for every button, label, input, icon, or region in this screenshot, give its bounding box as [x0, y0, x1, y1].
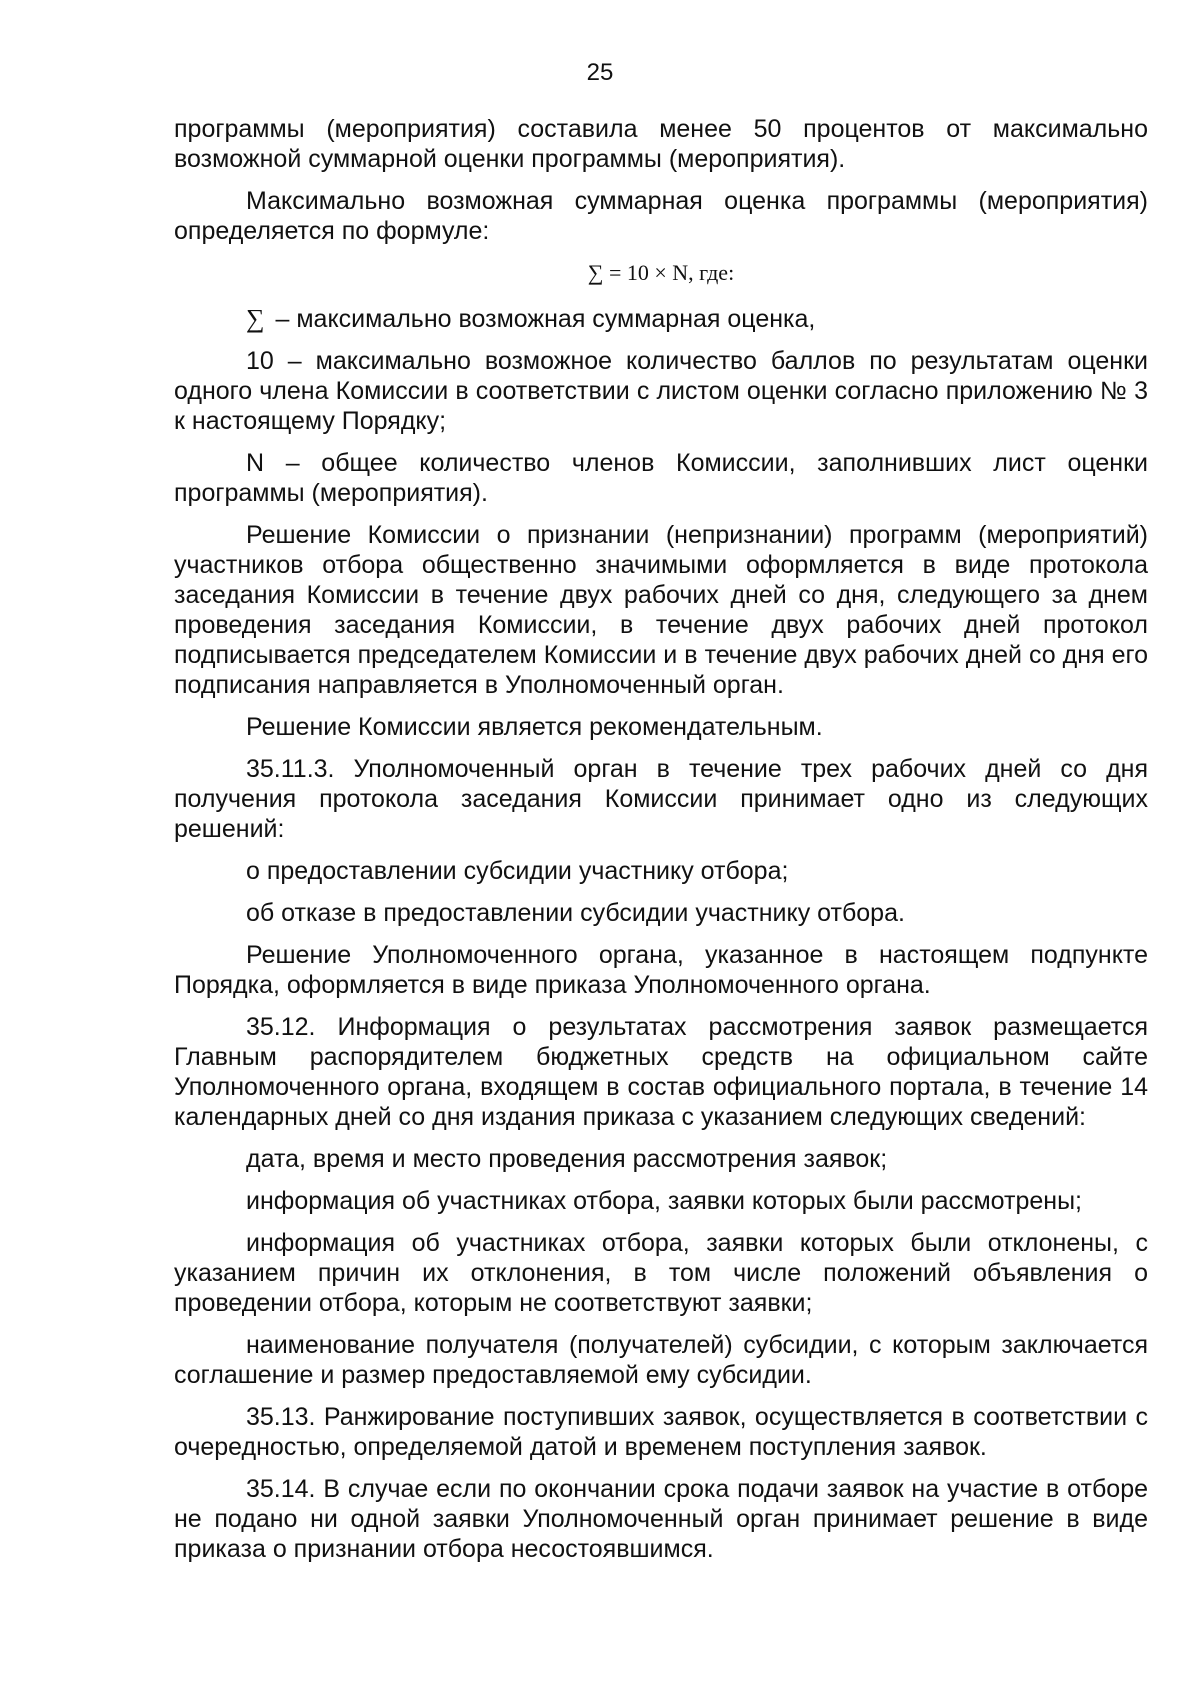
paragraph-1: программы (мероприятия) составила менее 50 процентов от максимально возможной суммарной оценки программы (мероприятия). [174, 115, 1148, 173]
paragraph-13: дата, время и место проведения рассмотрения заявок; [246, 1145, 888, 1173]
paragraph-15: информация об участниках отбора, заявки которых были отклонены, с указанием причин их отклонения, в том числе положений объявления о проведении отбора, которым не соответствуют заявки; [174, 1229, 1148, 1317]
sigma-symbol: ∑ [246, 304, 265, 333]
paragraph-17: 35.13. Ранжирование поступивших заявок, осуществляется в соответствии с очередностью, определяемой датой и временем поступления заявок. [174, 1403, 1148, 1461]
paragraph-14: информация об участниках отбора, заявки которых были рассмотрены; [246, 1187, 1082, 1215]
paragraph-16: наименование получателя (получателей) субсидии, с которым заключается соглашение и размер предоставляемой ему субсидии. [174, 1331, 1148, 1389]
paragraph-18: 35.14. В случае если по окончании срока подачи заявок на участие в отборе не подано ни одной заявки Уполномоченный орган принимает решение в виде приказа о признании отбора несостоявшимся. [174, 1475, 1148, 1563]
sigma-definition-text: – максимально возможная суммарная оценка, [275, 305, 816, 333]
paragraph-8: 35.11.3. Уполномоченный орган в течение трех рабочих дней со дня получения протокола заседания Комиссии принимает одно из следующих решений: [174, 755, 1148, 843]
document-body [174, 114, 1148, 1576]
paragraph-6: Решение Комиссии о признании (непризнании) программ (мероприятий) участников отбора общественно значимыми оформляется в виде протокола заседания Комиссии в течение двух рабочих дней со дня, следующего за днем проведения заседания Комиссии, в течение двух рабочих дней протокол подписывается председателем Комиссии и в течение двух рабочих дней со дня его подписания направляется в Уполномоченный орган. [174, 521, 1148, 699]
paragraph-sigma-definition [174, 304, 1148, 334]
paragraph-2: Максимально возможная суммарная оценка программы (мероприятия) определяется по формуле: [174, 187, 1148, 245]
paragraph-5: N – общее количество членов Комиссии, заполнивших лист оценки программы (мероприятия). [174, 449, 1148, 507]
paragraph-9: о предоставлении субсидии участнику отбора; [246, 857, 789, 885]
paragraph-12: 35.12. Информация о результатах рассмотрения заявок размещается Главным распорядителем бюджетных средств на официальном сайте Уполномоченного органа, входящем в состав официального портала, в течение 14 календарных дней со дня издания приказа с указанием следующих сведений: [174, 1013, 1148, 1131]
page-number: 25 [586, 59, 614, 86]
paragraph-4: 10 – максимально возможное количество баллов по результатам оценки одного члена Комиссии в соответствии с листом оценки согласно приложению № 3 к настоящему Порядку; [174, 347, 1148, 435]
paragraph-11: Решение Уполномоченного органа, указанное в настоящем подпункте Порядка, оформляется в виде приказа Уполномоченного органа. [174, 941, 1148, 999]
paragraph-10: об отказе в предоставлении субсидии участнику отбора. [246, 899, 905, 927]
formula: ∑ = 10 × N, где: [587, 260, 735, 285]
paragraph-7: Решение Комиссии является рекомендательным. [246, 713, 823, 741]
